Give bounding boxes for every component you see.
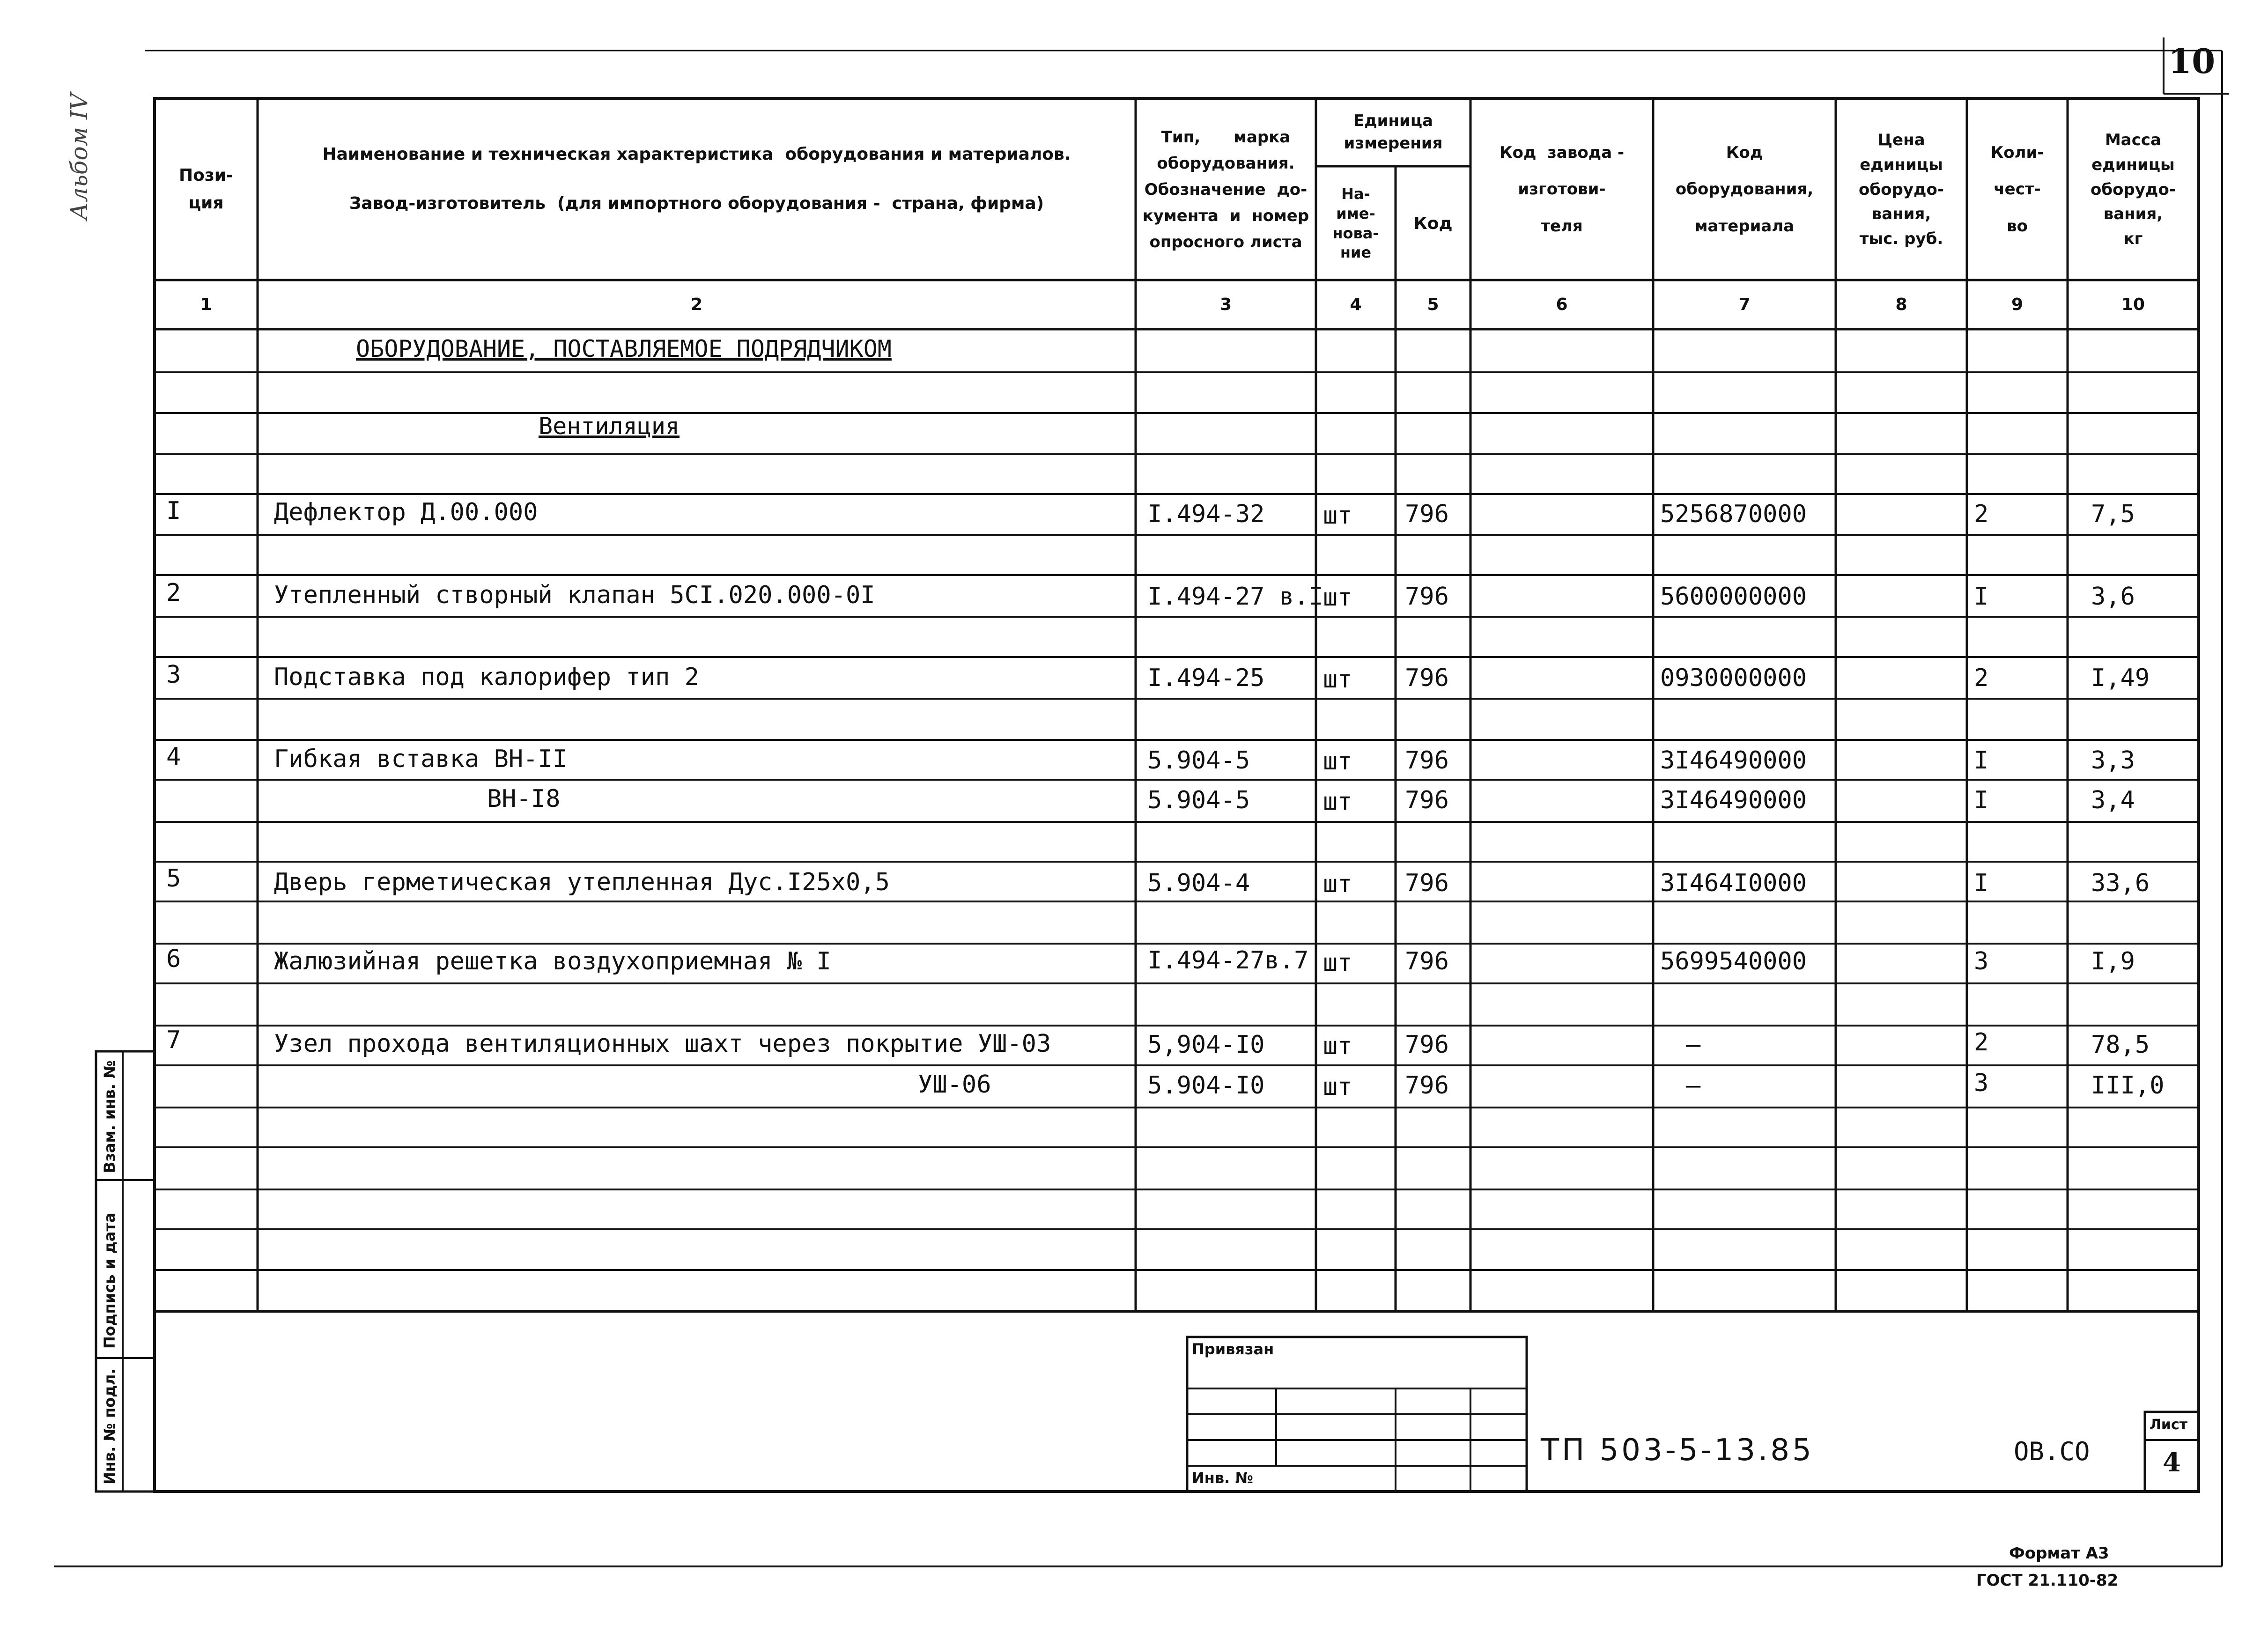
row-7-qty: 2: [1974, 1028, 1989, 1056]
inv-label: Инв. №: [1192, 1469, 1253, 1487]
row-7b-doc: 5.904-I0: [1147, 1071, 1265, 1100]
row-4b-material: 3I46490000: [1660, 786, 1807, 814]
row-5-code: 796: [1405, 869, 1449, 897]
row-5-name: Дверь герметическая утепленная Дус.I25х0,5: [274, 868, 890, 896]
row-1-name: Дефлектор Д.00.000: [274, 498, 538, 526]
row-3-code: 796: [1405, 664, 1449, 692]
stamp-sign-date: Подпись и дата: [101, 1212, 118, 1349]
row-4-doc: 5.904-5: [1147, 746, 1250, 775]
row-2-name: Утепленный створный клапан 5СI.020.000-0I: [274, 581, 875, 609]
row-1-mass: 7,5: [2091, 500, 2135, 528]
row-4b-qty: I: [1974, 786, 1989, 814]
colnum-10: 10: [2121, 295, 2145, 314]
row-3-doc: I.494-25: [1147, 664, 1265, 692]
row-1-unit: шт: [1323, 502, 1352, 530]
format-label: Формат А3: [2009, 1544, 2109, 1563]
row-7-doc: 5,904-I0: [1147, 1031, 1265, 1059]
row-4-name: Гибкая вставка ВН-II: [274, 745, 568, 773]
header-material-code: Код оборудования, материала: [1675, 143, 1814, 236]
row-4b-unit: шт: [1323, 788, 1352, 816]
row-5-doc: 5.904-4: [1147, 869, 1250, 897]
corner-sheet-number: 10: [2168, 41, 2216, 81]
header-mass: Масса единицы оборудо- вания, кг: [2091, 131, 2176, 249]
row-2-pos: 2: [166, 579, 181, 607]
row-7b-name: УШ-06: [918, 1071, 991, 1099]
row-2-unit: шт: [1323, 583, 1352, 612]
row-3-material: 0930000000: [1660, 664, 1807, 692]
sheet-code: ОВ.СО: [2014, 1437, 2090, 1466]
header-name-line1: Наименование и техническая характеристика оборудования и материалов.: [322, 145, 1071, 164]
row-6-unit: шт: [1323, 949, 1352, 977]
header-price: Цена единицы оборудо- вания, тыс. руб.: [1859, 131, 1944, 249]
row-7b-material: –: [1686, 1071, 1701, 1100]
row-2-mass: 3,6: [2091, 583, 2135, 611]
row-4-material: 3I46490000: [1660, 746, 1807, 775]
colnum-5: 5: [1427, 295, 1439, 314]
row-7-name: Узел прохода вентиляционных шахт через покрытие УШ-03: [274, 1030, 1051, 1058]
colnum-2: 2: [690, 295, 703, 314]
album-mark: Альбом IV: [66, 93, 93, 220]
row-1-material: 5256870000: [1660, 500, 1807, 528]
header-type-doc: Тип, марка оборудования. Обозначение до- кумента и номер опросного листа: [1142, 127, 1309, 252]
colnum-6: 6: [1556, 295, 1568, 314]
row-2-material: 5600000000: [1660, 583, 1807, 611]
row-4b-doc: 5.904-5: [1147, 786, 1250, 814]
colnum-4: 4: [1350, 295, 1362, 314]
row-2-doc: I.494-27 в.I: [1147, 583, 1323, 611]
row-4-unit: шт: [1323, 747, 1352, 775]
row-4-code: 796: [1405, 746, 1449, 775]
stamp-inv-original: Инв. № подл.: [101, 1368, 118, 1484]
row-5-mass: 33,6: [2091, 869, 2150, 897]
row-4-pos: 4: [166, 743, 181, 771]
sheet-label: Лист: [2150, 1417, 2188, 1433]
stamp-inv-duplicate: Взам. инв. №: [101, 1060, 118, 1173]
row-5-pos: 5: [166, 864, 181, 893]
row-3-mass: I,49: [2091, 664, 2150, 692]
row-7b-mass: III,0: [2091, 1071, 2165, 1100]
row-7b-unit: шт: [1323, 1073, 1352, 1101]
row-3-pos: 3: [166, 661, 181, 689]
header-position: Пози- ция: [179, 165, 233, 213]
row-7-pos: 7: [166, 1026, 181, 1054]
row-6-name: Жалюзийная решетка воздухоприемная № I: [274, 947, 831, 975]
colnum-3: 3: [1219, 295, 1232, 314]
header-factory-code: Код завода - изготови- теля: [1499, 143, 1625, 236]
colnum-8: 8: [1895, 295, 1907, 314]
row-4-mass: 3,3: [2091, 746, 2135, 775]
header-quantity: Коли- чест- во: [1990, 143, 2044, 236]
row-7b-qty: 3: [1974, 1069, 1989, 1097]
bound-label: Привязан: [1192, 1340, 1274, 1358]
header-unit-name: На- име- нова- ние: [1332, 185, 1379, 262]
row-2-qty: I: [1974, 583, 1989, 611]
section-title: ОБОРУДОВАНИЕ, ПОСТАВЛЯЕМОЕ ПОДРЯДЧИКОМ: [356, 335, 892, 362]
row-6-material: 5699540000: [1660, 947, 1807, 975]
row-4-qty: I: [1974, 746, 1989, 775]
row-7b-code: 796: [1405, 1071, 1449, 1100]
row-4b-code: 796: [1405, 786, 1449, 814]
header-unit-code: Код: [1413, 214, 1453, 233]
row-1-doc: I.494-32: [1147, 500, 1265, 528]
sheet-value: 4: [2163, 1447, 2181, 1478]
row-6-doc: I.494-27в.7: [1147, 946, 1309, 975]
row-3-qty: 2: [1974, 664, 1989, 692]
gost-label: ГОСТ 21.110-82: [1976, 1571, 2119, 1590]
header-name-line2: Завод-изготовитель (для импортного оборудования - страна, фирма): [349, 194, 1044, 214]
row-1-qty: 2: [1974, 500, 1989, 528]
row-3-name: Подставка под калорифер тип 2: [274, 663, 699, 691]
row-4b-mass: 3,4: [2091, 786, 2135, 814]
row-6-mass: I,9: [2091, 947, 2135, 975]
subsection-title: Вентиляция: [539, 413, 680, 440]
row-2-code: 796: [1405, 583, 1449, 611]
row-5-material: 3I464I0000: [1660, 869, 1807, 897]
row-1-code: 796: [1405, 500, 1449, 528]
row-6-code: 796: [1405, 947, 1449, 975]
row-1-pos: I: [166, 497, 181, 525]
row-7-code: 796: [1405, 1031, 1449, 1059]
row-4b-name: ВН-I8: [487, 785, 561, 813]
row-3-unit: шт: [1323, 665, 1352, 694]
colnum-7: 7: [1738, 295, 1751, 314]
colnum-1: 1: [200, 295, 212, 314]
row-7-material: –: [1686, 1031, 1701, 1059]
header-units: Единица измерения: [1344, 111, 1443, 153]
row-6-qty: 3: [1974, 947, 1989, 975]
row-6-pos: 6: [166, 945, 181, 973]
row-7-unit: шт: [1323, 1032, 1352, 1060]
document-code: ТП 503-5-13.85: [1541, 1433, 1814, 1468]
row-5-unit: шт: [1323, 870, 1352, 898]
row-5-qty: I: [1974, 869, 1989, 897]
colnum-9: 9: [2011, 295, 2024, 314]
row-7-mass: 78,5: [2091, 1031, 2150, 1059]
